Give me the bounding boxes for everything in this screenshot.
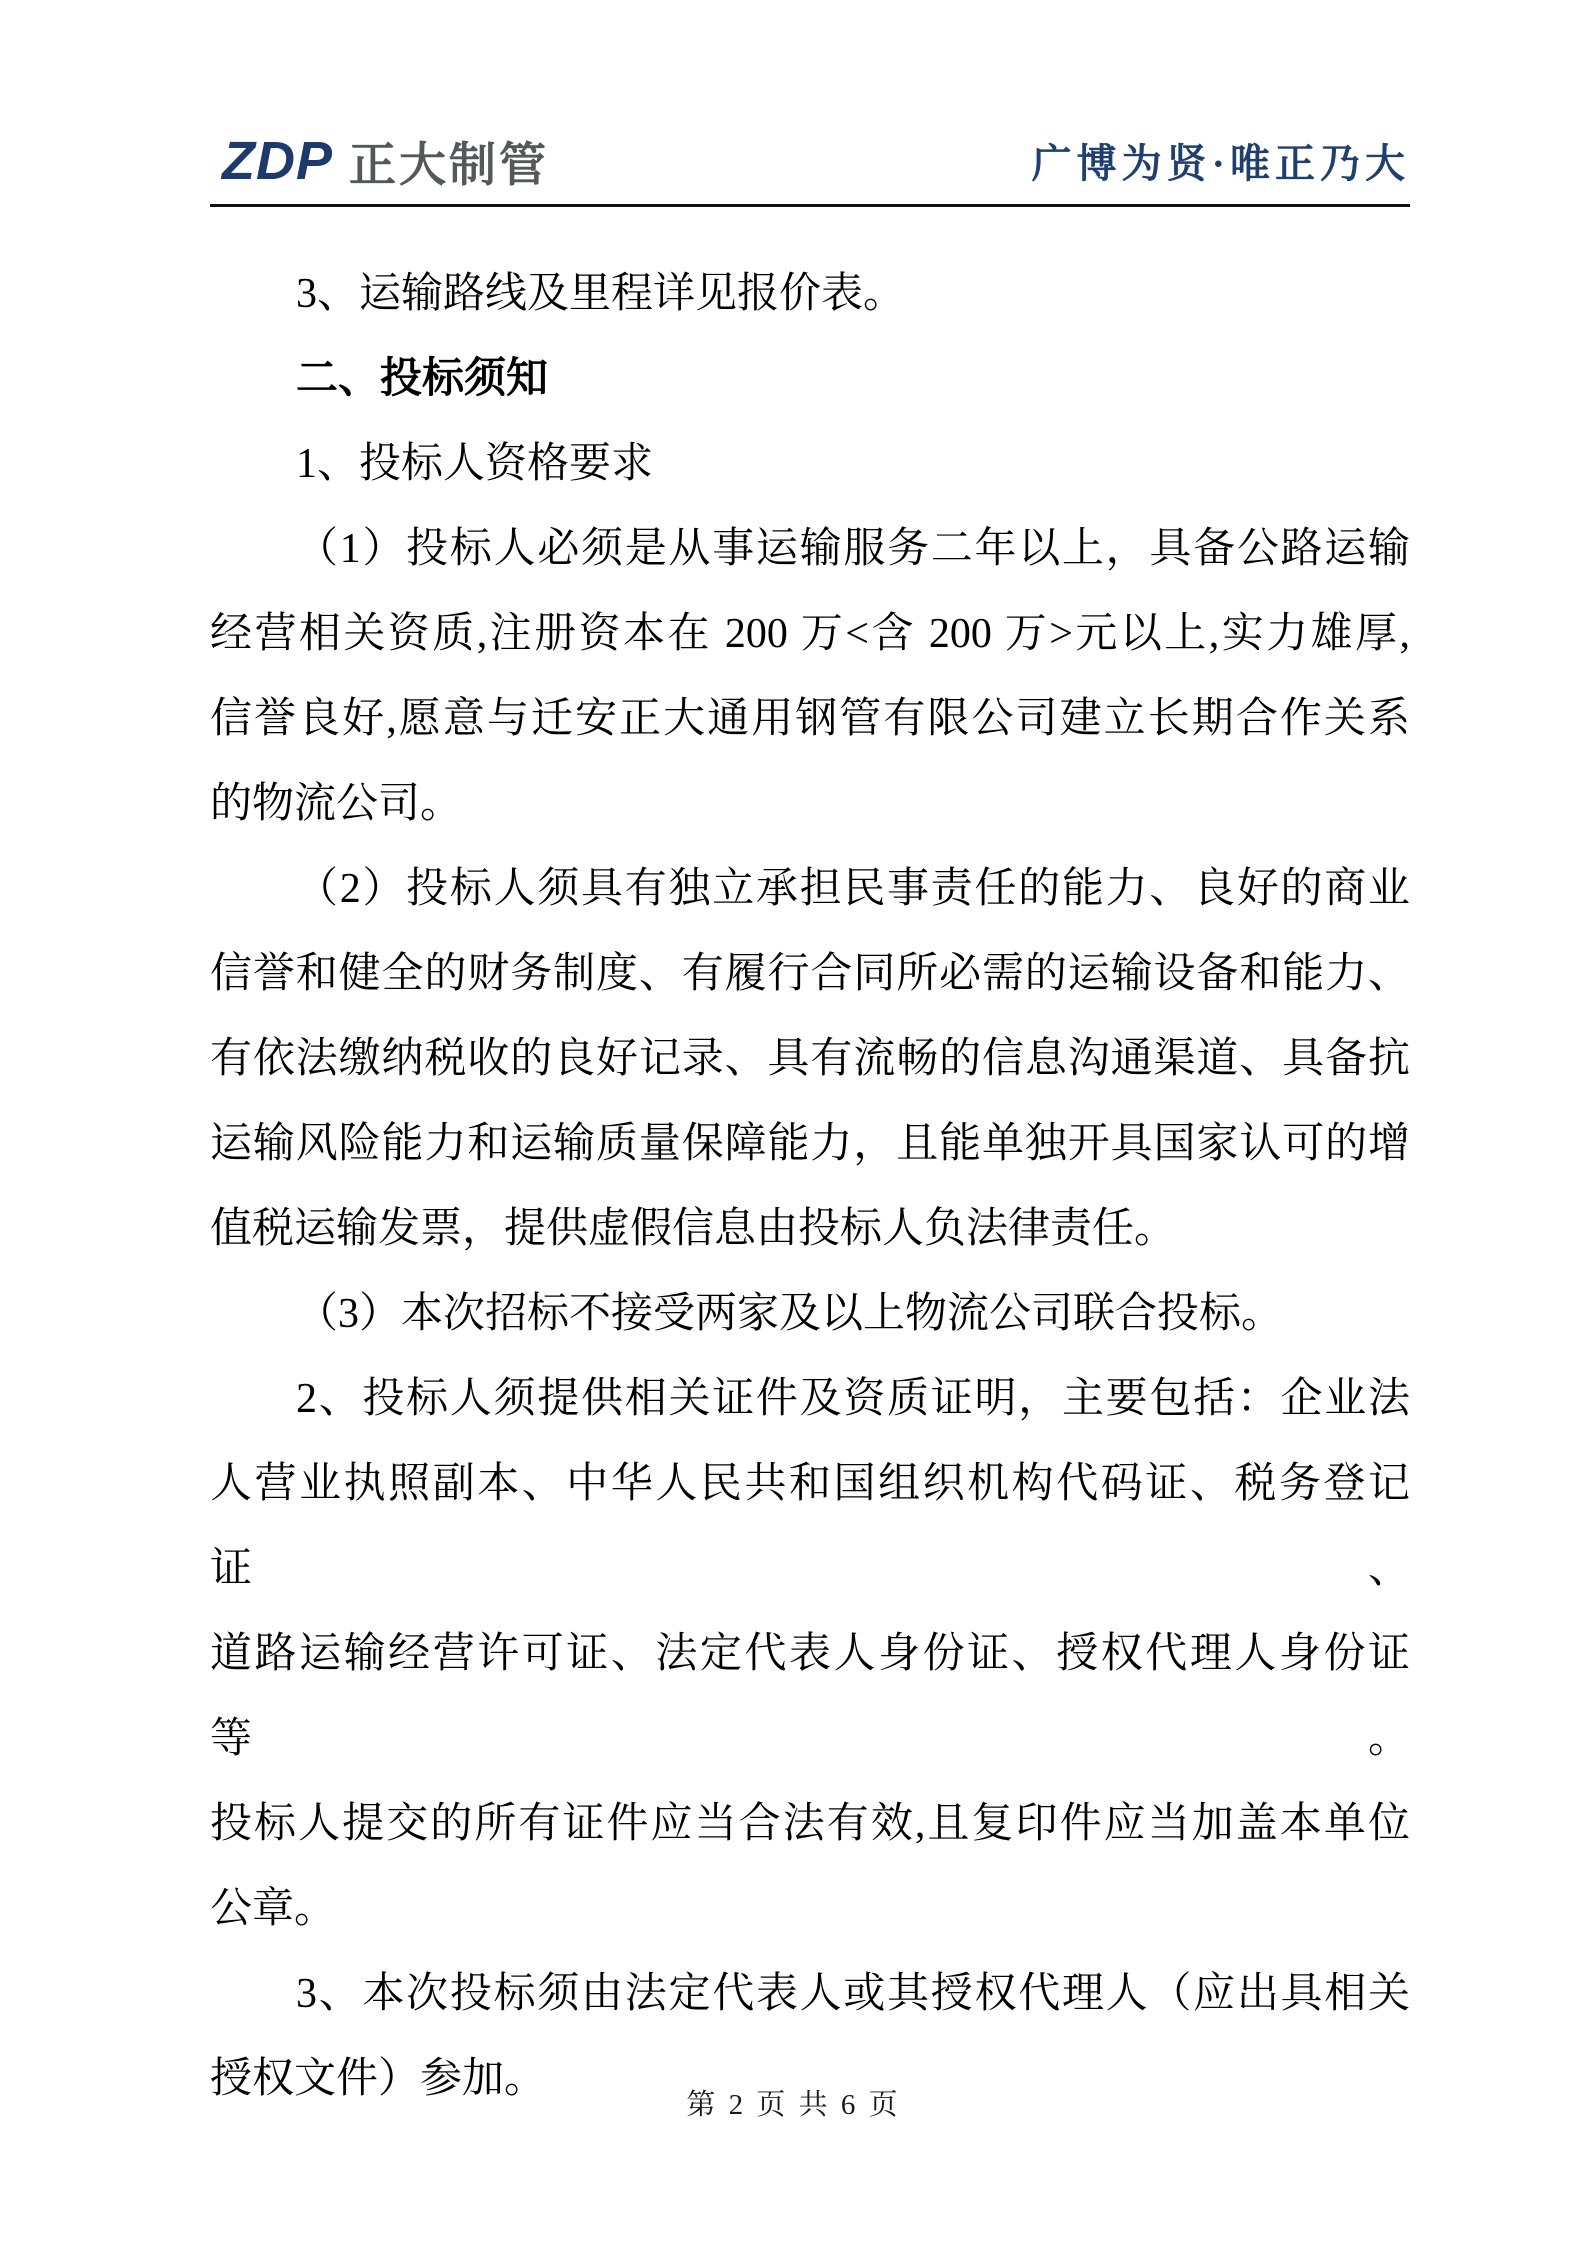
text-line: （2）投标人须具有独立承担民事责任的能力、良好的商业 <box>296 866 1410 912</box>
page-footer <box>0 2082 1587 2123</box>
text-line: 授权文件）参加。 <box>210 2056 547 2102</box>
header-logo <box>222 131 549 191</box>
text-line: 道路运输经营许可证、法定代表人身份证、授权代理人身份证等。 <box>210 1631 1410 1762</box>
text-line: 人营业执照副本、中华人民共和国组织机构代码证、税务登记证、 <box>210 1461 1410 1592</box>
text-line: 3、运输路线及里程详见报价表。 <box>296 271 906 317</box>
document-body <box>210 252 1410 2122</box>
text-line: 1、投标人资格要求 <box>296 441 654 487</box>
text-line: （3）本次招标不接受两家及以上物流公司联合投标。 <box>296 1291 1284 1337</box>
text-line: 信誉良好,愿意与迁安正大通用钢管有限公司建立长期合作关系 <box>210 696 1410 742</box>
text-line: 经营相关资质,注册资本在 200 万<含 200 万>元以上,实力雄厚, <box>210 611 1410 657</box>
header-divider <box>210 204 1410 207</box>
text-line: 公章。 <box>210 1886 337 1932</box>
text-line: 投标人提交的所有证件应当合法有效,且复印件应当加盖本单位 <box>210 1801 1410 1847</box>
text-line: 3、本次投标须由法定代表人或其授权代理人（应出具相关 <box>296 1971 1410 2017</box>
text-line: 信誉和健全的财务制度、有履行合同所必需的运输设备和能力、 <box>210 951 1410 997</box>
zdp-logo-icon: ZDP <box>222 131 333 191</box>
text-line: 的物流公司。 <box>210 781 463 827</box>
text-line: 有依法缴纳税收的良好记录、具有流畅的信息沟通渠道、具备抗 <box>210 1036 1410 1082</box>
header-slogan: 广博为贤·唯正乃大 <box>1031 141 1410 186</box>
text-line: 2、投标人须提供相关证件及资质证明，主要包括：企业法 <box>296 1376 1410 1422</box>
text-line: （1）投标人必须是从事运输服务二年以上，具备公路运输 <box>296 526 1410 572</box>
text-line: 运输风险能力和运输质量保障能力，且能单独开具国家认可的增 <box>210 1121 1410 1167</box>
text-line: 值税运输发票，提供虚假信息由投标人负法律责任。 <box>210 1206 1177 1252</box>
page-number: 第 2 页 共 6 页 <box>686 2089 901 2121</box>
section-heading: 二、投标须知 <box>296 356 549 402</box>
company-name: 正大制管 <box>349 138 549 191</box>
